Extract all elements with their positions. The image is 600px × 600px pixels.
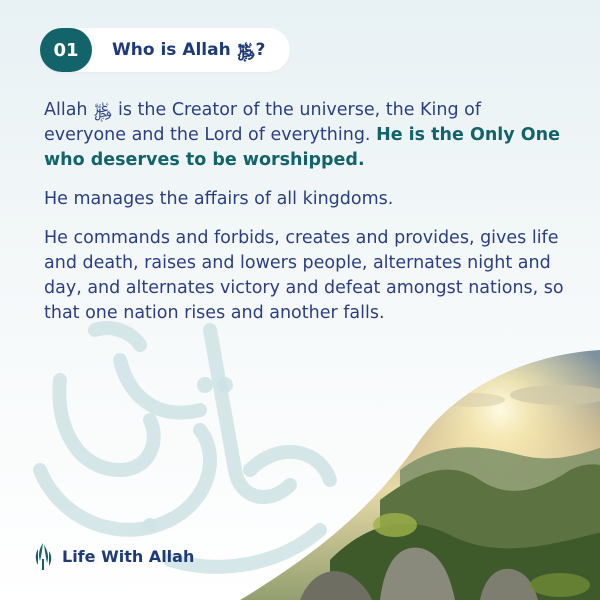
section-number-badge: 01 bbox=[40, 28, 92, 72]
brand-name: Life With Allah bbox=[62, 546, 195, 566]
body-text bbox=[44, 98, 564, 340]
paragraph-3: He commands and forbids, creates and provides, gives life and death, raises and lowers people, alternates night and day, and alternates victory and defeat amongst nations, so that one nation rises and another falls. bbox=[44, 228, 564, 323]
paragraph-2: He manages the affairs of all kingdoms. bbox=[44, 189, 394, 209]
calligraphy-watermark-icon bbox=[40, 328, 330, 567]
paragraph-1 bbox=[44, 98, 564, 173]
section-title: Who is Allah ﷿? bbox=[112, 40, 266, 60]
paragraph-1-highlight: He is the Only One who deserves to be worshipped. bbox=[44, 125, 561, 170]
leaf-logo-icon bbox=[32, 541, 54, 571]
paragraph-1-intro: Allah ﷿ is the Creator of the universe, the King of everyone and the Lord of everything. bbox=[44, 100, 482, 145]
brand-logo bbox=[32, 540, 194, 572]
landscape-photo bbox=[230, 340, 600, 600]
